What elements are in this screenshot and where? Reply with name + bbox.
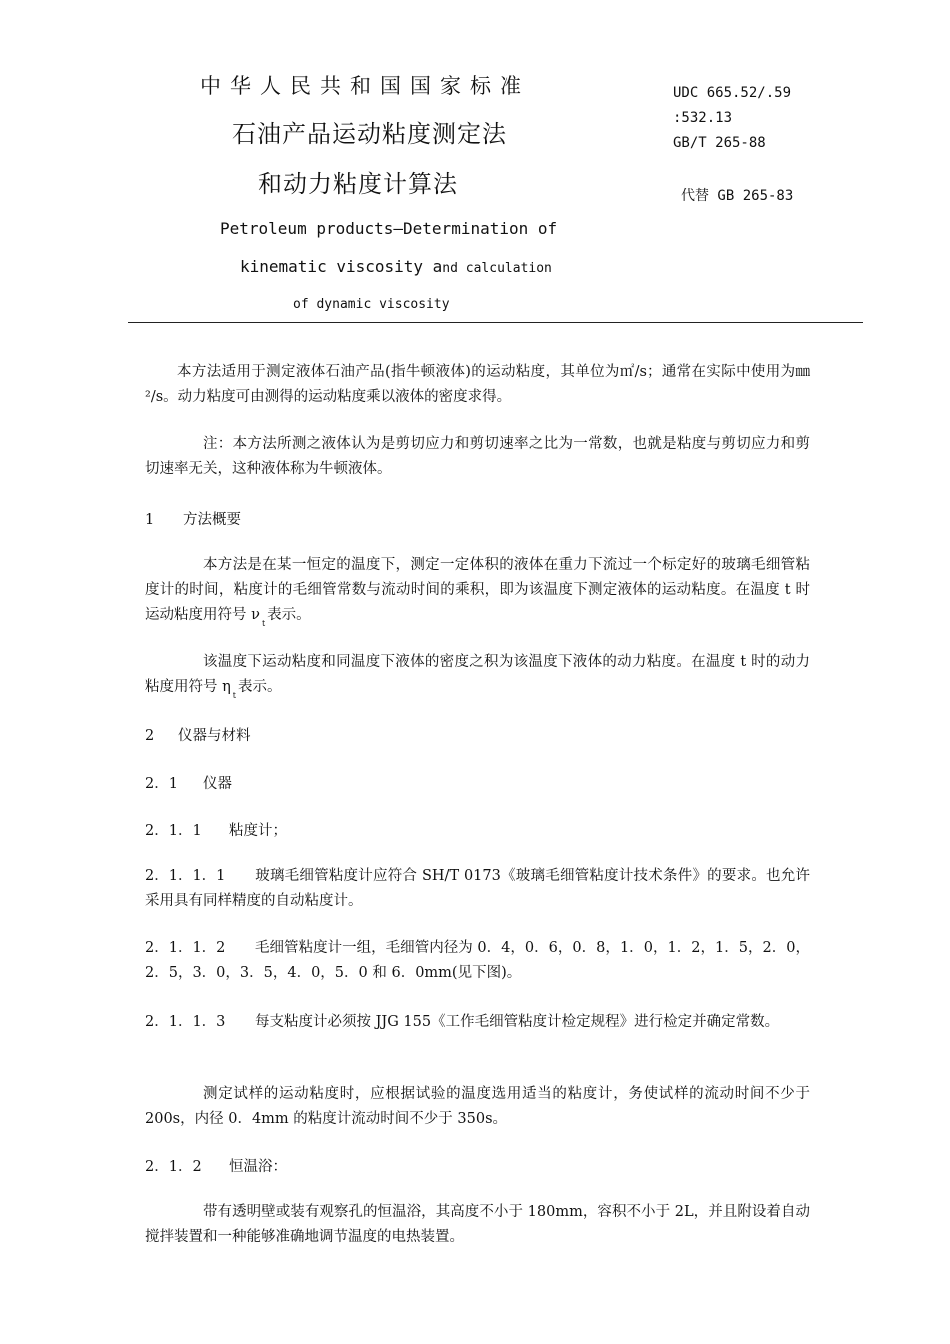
subscript: t bbox=[232, 691, 237, 700]
udc-line-2: :532.13 bbox=[673, 110, 733, 126]
section-2-1-1-3 bbox=[145, 1010, 810, 1035]
section-number: 2．1．1．3 bbox=[145, 1014, 226, 1030]
section-2-1-1-1 bbox=[145, 864, 810, 914]
section-2-1-heading bbox=[145, 772, 232, 793]
section-text: 毛细管粘度计一组，毛细管内径为 0．4，0．6，0．8，1．0，1．2，1．5，2．0，2．5，3．0，3．5，4．0，5．0 和 6．0mm(见下图)。 bbox=[145, 940, 810, 981]
section-1-heading bbox=[145, 508, 241, 529]
english-title-line-2a: kinematic viscosity a bbox=[240, 257, 443, 276]
title-line-2: 和动力粘度计算法 bbox=[258, 170, 458, 198]
note-paragraph: 注：本方法所测之液体认为是剪切应力和剪切速率之比为一常数，也就是粘度与剪切应力和剪切速率无关，这种液体称为牛顿液体。 bbox=[145, 436, 810, 477]
replaces-standard: 代替 GB 265-83 bbox=[681, 188, 794, 204]
udc-line-1: UDC 665.52/.59 bbox=[673, 85, 792, 101]
section-title: 仪器 bbox=[203, 776, 232, 792]
header-rule bbox=[128, 322, 863, 323]
section-2-1-1-heading bbox=[145, 819, 287, 840]
section-title: 方法概要 bbox=[183, 512, 241, 528]
section-number: 2 bbox=[145, 728, 155, 744]
section-2-1-2-heading bbox=[145, 1155, 287, 1176]
section-1-paragraph-1 bbox=[145, 553, 810, 629]
english-title-line-2 bbox=[240, 257, 552, 276]
section-number: 2．1 bbox=[145, 776, 178, 792]
english-title-line-3: of dynamic viscosity bbox=[293, 297, 450, 312]
intro-paragraph: 本方法适用于测定液体石油产品(指牛顿液体)的运动粘度，其单位为㎡/s；通常在实际中使用为㎜²/s。动力粘度可由测得的运动粘度乘以液体的密度求得。 bbox=[145, 364, 810, 405]
standard-code: GB/T 265-88 bbox=[673, 135, 766, 151]
section-text: 玻璃毛细管粘度计应符合 SH/T 0173《玻璃毛细管粘度计技术条件》的要求。也允许采用具有同样精度的自动粘度计。 bbox=[145, 868, 810, 909]
section-number: 1 bbox=[145, 512, 155, 528]
section-2-1-1-3-paragraph: 测定试样的运动粘度时，应根据试验的温度选用适当的粘度计，务使试样的流动时间不少于 200s，内径 0．4mm 的粘度计流动时间不少于 350s。 bbox=[145, 1086, 810, 1127]
section-text: 每支粘度计必须按 JJG 155《工作毛细管粘度计检定规程》进行检定并确定常数。 bbox=[255, 1014, 780, 1030]
section-2-1-2-paragraph: 带有透明壁或装有观察孔的恒温浴，其高度不小于 180mm，容积不小于 2L，并且附设着自动搅拌装置和一种能够准确地调节温度的电热装置。 bbox=[145, 1204, 810, 1245]
section-number: 2．1．1．2 bbox=[145, 940, 226, 956]
section-title: 仪器与材料 bbox=[178, 728, 251, 744]
section-2-heading bbox=[145, 724, 251, 745]
text-run: 表示。 bbox=[238, 679, 282, 695]
text-run: 表示。 bbox=[267, 607, 311, 623]
section-number: 2．1．2 bbox=[145, 1159, 202, 1175]
section-title: 粘度计； bbox=[229, 823, 287, 839]
section-number: 2．1．1．1 bbox=[145, 868, 226, 884]
section-1-paragraph-2 bbox=[145, 650, 810, 701]
english-title-line-2b: nd calculation bbox=[442, 261, 552, 276]
text-run: 该温度下运动粘度和同温度下液体的密度之积为该温度下液体的动力粘度。在温度 t 时的动力粘度用符号 η bbox=[145, 654, 810, 695]
subscript: t bbox=[261, 619, 266, 628]
section-number: 2．1．1 bbox=[145, 823, 202, 839]
title-line-1: 石油产品运动粘度测定法 bbox=[232, 120, 507, 148]
english-title-line-1: Petroleum products—Determination of bbox=[220, 219, 558, 238]
section-title: 恒温浴： bbox=[229, 1159, 287, 1175]
standard-type: 中华人民共和国国家标准 bbox=[200, 74, 530, 98]
section-2-1-1-2 bbox=[145, 936, 810, 986]
text-run: 本方法是在某一恒定的温度下，测定一定体积的液体在重力下流过一个标定好的玻璃毛细管粘度计的时间，粘度计的毛细管常数与流动时间的乘积，即为该温度下测定液体的运动粘度。在温度 t 时运动粘度用符号 ν bbox=[145, 557, 810, 623]
